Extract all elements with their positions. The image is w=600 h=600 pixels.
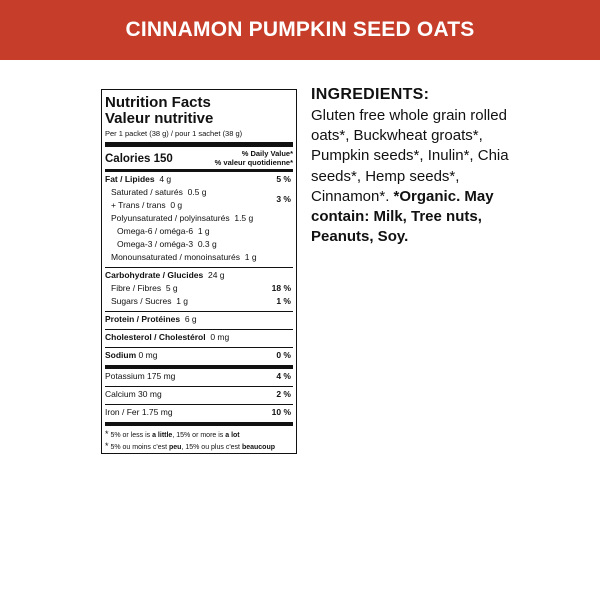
fibre-label: Fibre / Fibres [111, 283, 162, 294]
omega3-amount: 0.3 g [197, 239, 217, 250]
iron-block [105, 405, 293, 426]
potassium-label: Potassium 175 mg [105, 371, 176, 382]
fat-pct: 5 % [276, 174, 291, 185]
sodium-block [105, 348, 293, 369]
carb-amount: 24 g [207, 270, 225, 281]
sodium-pct: 0 % [276, 350, 291, 361]
mono-row [105, 252, 293, 265]
sodium-amount: 0 mg [138, 350, 158, 361]
fibre-amount: 5 g [165, 283, 178, 294]
saturated-label: Saturated / saturés [111, 187, 183, 198]
ingredients-allergen-note: *Organic. May contain: Milk, Tree nuts, Peanuts, Soy. [311, 187, 494, 246]
footnote-fr: * 5% ou moins c'est peu, 15% ou plus c'est beaucoup [105, 440, 275, 451]
ingredients-section [311, 86, 536, 247]
protein-block [105, 312, 293, 330]
omega3-row [105, 239, 293, 252]
sugars-pct: 1 % [276, 296, 291, 307]
protein-row [105, 314, 293, 327]
fibre-pct: 18 % [271, 283, 291, 294]
footnote [105, 426, 293, 453]
calories-label: Calories 150 [105, 153, 173, 166]
sugars-row [105, 296, 293, 309]
poly-label: Polyunsaturated / polyinsaturés [111, 213, 230, 224]
poly-row [105, 213, 293, 226]
ingredients-heading: INGREDIENTS: [311, 86, 430, 103]
calories-row [105, 147, 293, 172]
saturated-row [105, 187, 206, 200]
sugars-label: Sugars / Sucres [111, 296, 172, 307]
carb-label: Carbohydrate / Glucides [105, 270, 204, 281]
nutrition-title-en: Nutrition Facts [105, 94, 211, 111]
footnote-en: * 5% or less is a little, 15% or more is a lot [105, 428, 240, 439]
cholesterol-label: Cholesterol / Cholestérol [105, 332, 206, 343]
fat-label: Fat / Lipides [105, 174, 155, 185]
calcium-block [105, 387, 293, 405]
iron-pct: 10 % [271, 407, 291, 418]
fat-block [105, 172, 293, 268]
ingredients-list: Gluten free whole grain rolled oats*, Buckwheat groats*, Pumpkin seeds*, Inulin*, Chia seeds*, Hemp seeds*, Cinnamon*. [311, 107, 509, 205]
nutrition-facts-table [101, 89, 297, 454]
fat-row [105, 174, 293, 187]
trans-row [105, 200, 206, 213]
cholesterol-block [105, 330, 293, 348]
serving-size: Per 1 packet (38 g) / pour 1 sachet (38 g) [105, 130, 293, 147]
sugars-amount: 1 g [176, 296, 189, 307]
nutrition-title-fr: Valeur nutritive [105, 110, 214, 127]
sodium-label: Sodium [105, 350, 137, 361]
mono-label: Monounsaturated / monoinsaturés [111, 252, 240, 263]
product-title-banner [0, 0, 600, 60]
omega6-label: Omega-6 / oméga-6 [117, 226, 194, 237]
saturated-amount: 0.5 g [187, 187, 207, 198]
iron-label: Iron / Fer 1.75 mg [105, 407, 173, 418]
trans-amount: 0 g [170, 200, 183, 211]
iron-row [105, 407, 293, 420]
potassium-block [105, 369, 293, 387]
fat-amount: 4 g [159, 174, 172, 185]
potassium-pct: 4 % [276, 371, 291, 382]
fibre-row [105, 283, 293, 296]
daily-value-en: % Daily Value* [241, 148, 293, 158]
sodium-row [105, 350, 293, 363]
carb-block [105, 268, 293, 312]
potassium-row [105, 371, 293, 384]
carb-row [105, 270, 293, 283]
sat-trans-group [105, 187, 293, 213]
cholesterol-amount: 0 mg [210, 332, 230, 343]
sat-trans-pct: 3 % [276, 193, 291, 204]
omega3-label: Omega-3 / oméga-3 [117, 239, 194, 250]
daily-value-header [215, 149, 293, 167]
calcium-row [105, 389, 293, 402]
calcium-label: Calcium 30 mg [105, 389, 162, 400]
omega6-row [105, 226, 293, 239]
cholesterol-row [105, 332, 293, 345]
poly-amount: 1.5 g [234, 213, 254, 224]
protein-label: Protein / Protéines [105, 314, 181, 325]
trans-label: + Trans / trans [111, 200, 166, 211]
protein-amount: 6 g [184, 314, 197, 325]
mono-amount: 1 g [244, 252, 257, 263]
ingredients-text [311, 106, 536, 247]
product-title: CINNAMON PUMPKIN SEED OATS [125, 18, 475, 41]
calcium-pct: 2 % [276, 389, 291, 400]
omega6-amount: 1 g [197, 226, 210, 237]
daily-value-fr: % valeur quotidienne* [214, 157, 293, 167]
